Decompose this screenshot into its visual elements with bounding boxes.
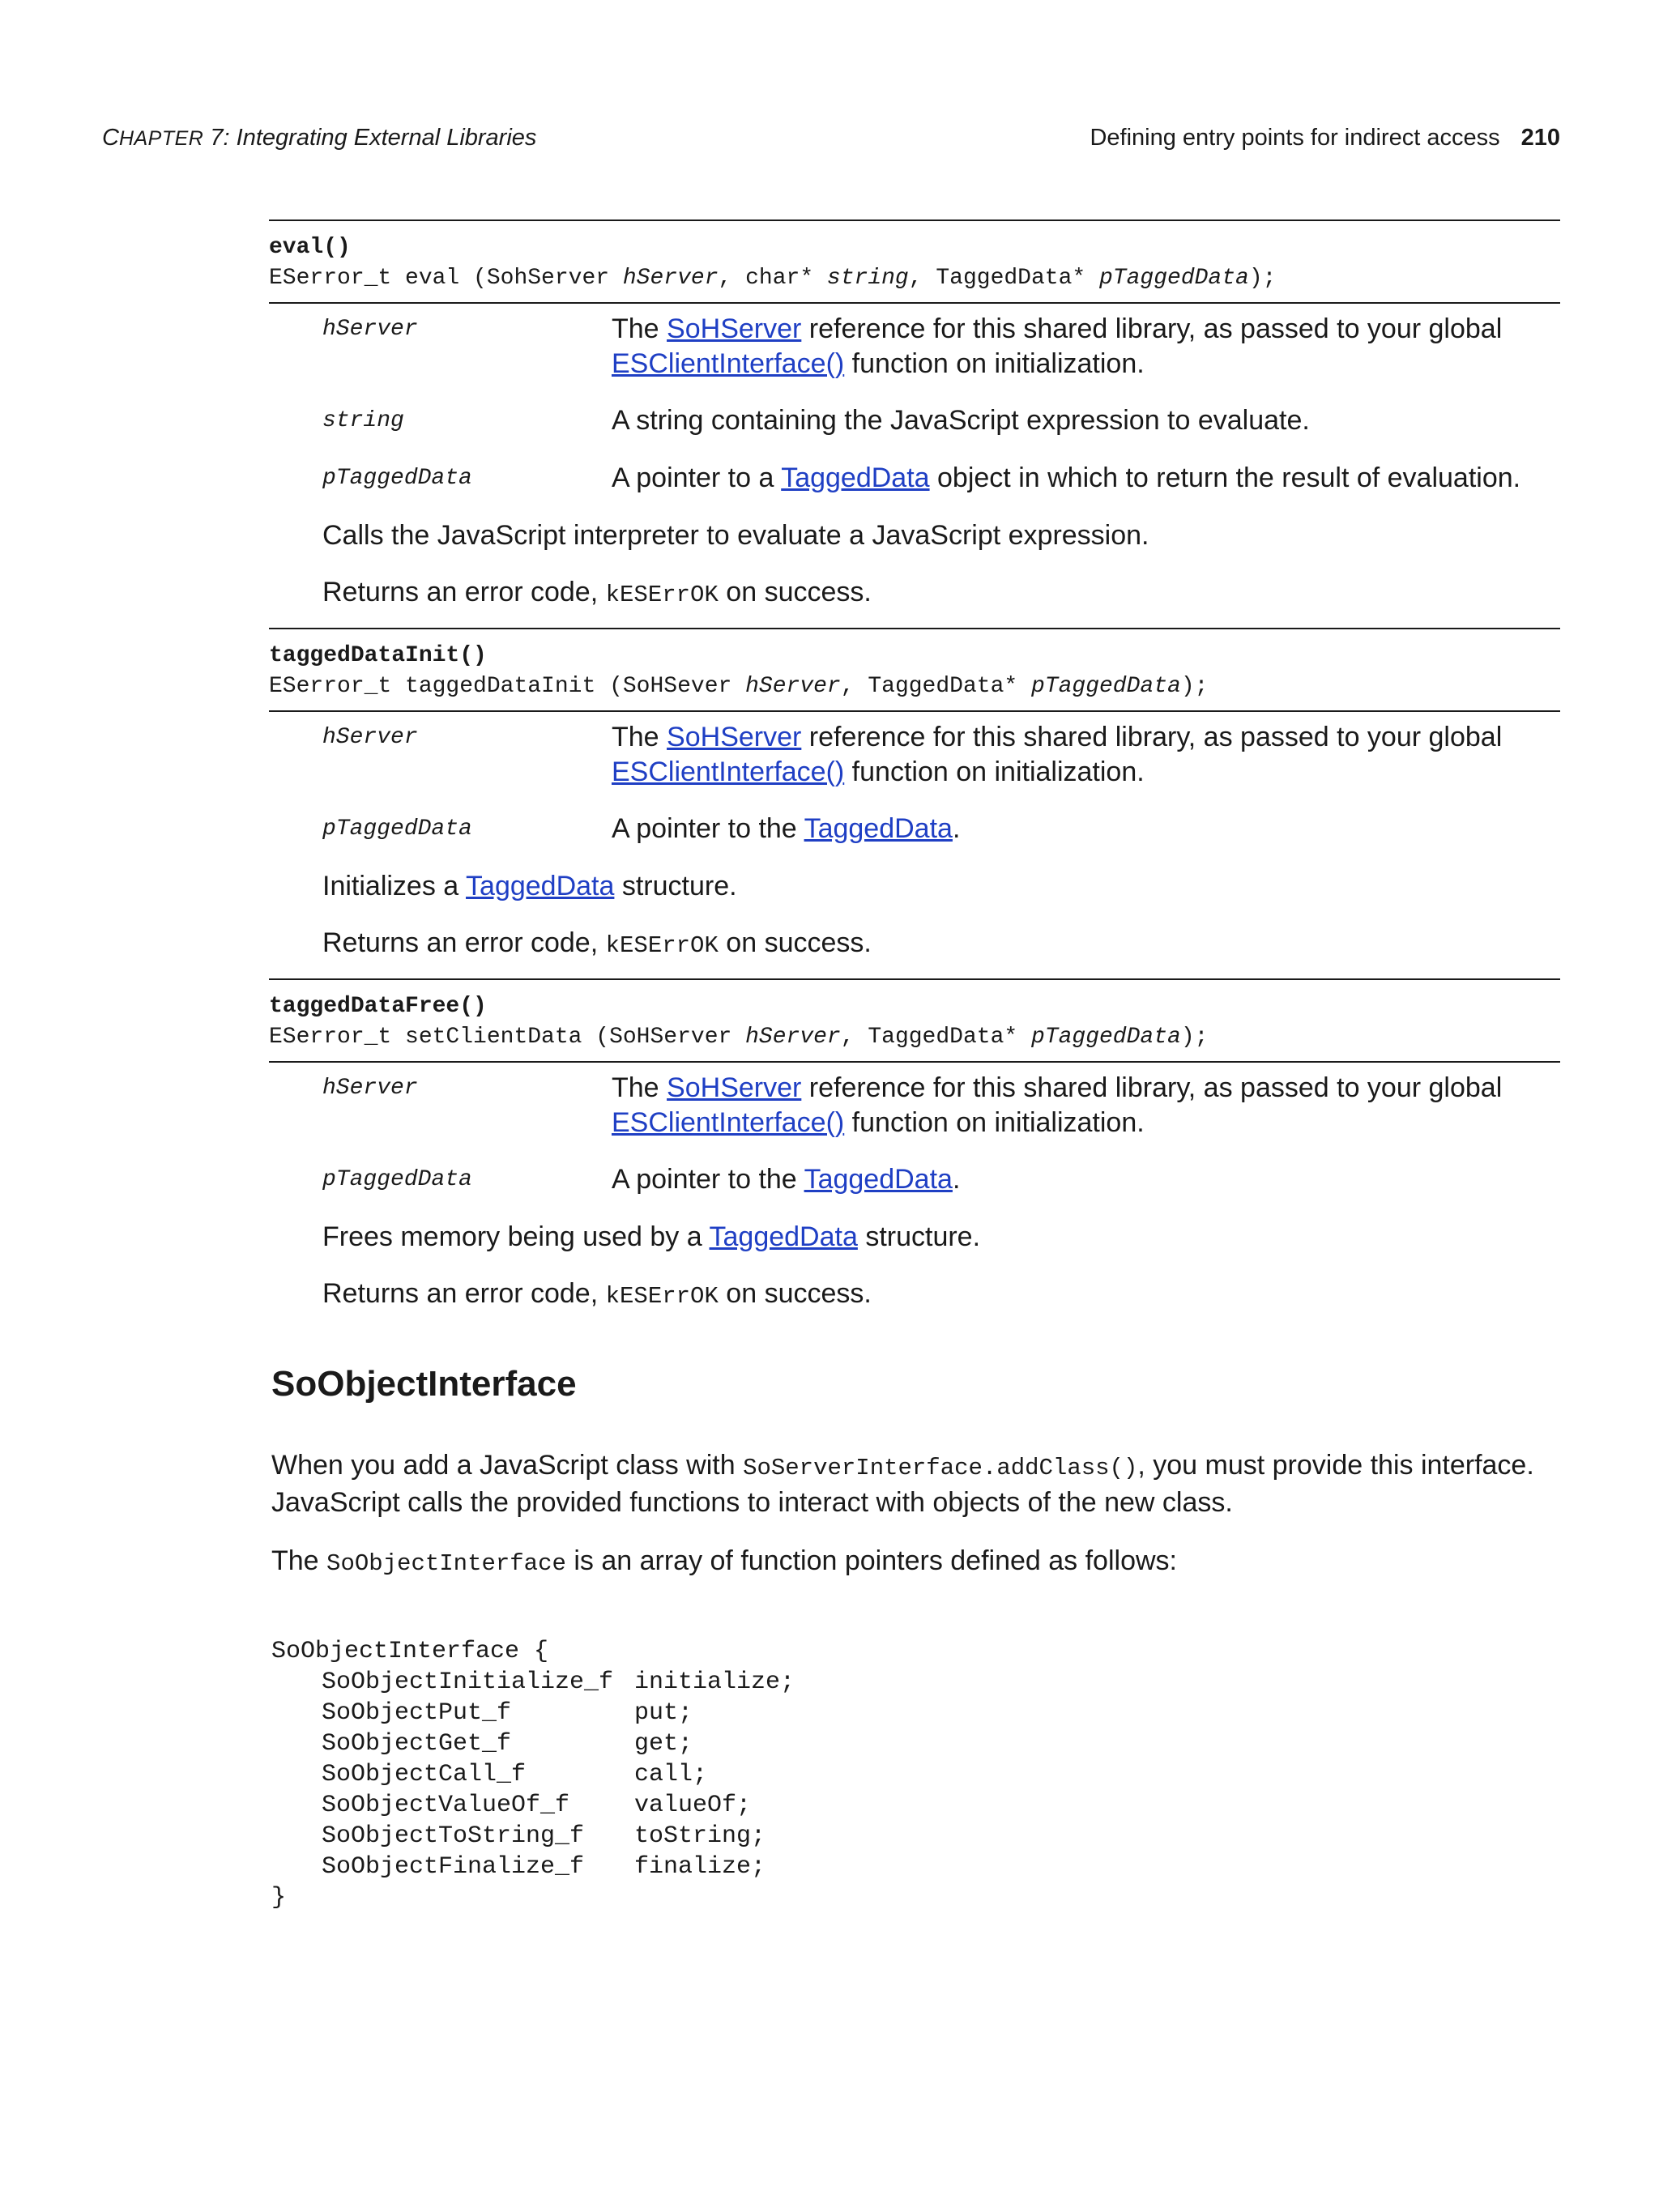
taggeddata-link[interactable]: TaggedData: [781, 462, 930, 493]
param-description: A pointer to the TaggedData.: [612, 813, 961, 844]
header-right: [1090, 125, 1560, 151]
taggeddata-link[interactable]: TaggedData: [466, 871, 615, 901]
param-name: pTaggedData: [322, 466, 472, 491]
taggeddata-link[interactable]: TaggedData: [804, 1164, 953, 1195]
param-row: [269, 461, 1560, 497]
sohserver-link[interactable]: SoHServer: [667, 722, 802, 752]
section-heading: SoObjectInterface: [271, 1364, 577, 1404]
param-name: string: [322, 408, 404, 433]
chapter-title: CHAPTER 7: Integrating External Libraries: [102, 125, 537, 151]
function-signature: taggedDataInit() ESerror_t taggedDataInit (SoHSever hServer, TaggedData* pTaggedData);: [269, 628, 1560, 712]
param-row: [269, 1071, 1560, 1140]
param-name: hServer: [322, 725, 418, 750]
param-name: hServer: [322, 1076, 418, 1101]
taggeddata-link[interactable]: TaggedData: [709, 1221, 858, 1252]
sohserver-link[interactable]: SoHServer: [667, 313, 802, 344]
function-description: Frees memory being used by a TaggedData structure.: [322, 1221, 981, 1252]
param-description: A pointer to a TaggedData object in which to return the result of evaluation.: [612, 462, 1521, 493]
section-paragraph-1: When you add a JavaScript class with SoServerInterface.addClass(), you must provide this interface. JavaScript calls the provided functions to interact with objects of the new class.: [271, 1450, 1534, 1518]
function-signature: taggedDataFree() ESerror_t setClientData (SoHServer hServer, TaggedData* pTaggedData);: [269, 978, 1560, 1063]
return-description: Returns an error code, kESErrOK on success.: [322, 927, 872, 959]
param-row: [269, 312, 1560, 381]
function-entry-eval: [269, 219, 1560, 634]
code-block: SoObjectInterface { SoObjectInitialize_f initialize; SoObjectPut_f put; SoObjectGet_f get; SoObjectCall_f call; SoObjectValueOf_f valueOf; SoObjectToString_f toString; SoObjectFinalize_f finalize; }: [271, 1638, 795, 1912]
function-signature: eval() ESerror_t eval (SohServer hServer, char* string, TaggedData* pTaggedData);: [269, 219, 1560, 304]
taggeddata-link[interactable]: TaggedData: [804, 813, 953, 844]
param-name: pTaggedData: [322, 1167, 472, 1192]
section-name: Defining entry points for indirect access: [1090, 125, 1500, 151]
sohserver-link[interactable]: SoHServer: [667, 1072, 802, 1103]
return-description: Returns an error code, kESErrOK on success.: [322, 1278, 872, 1310]
param-row: [269, 1162, 1560, 1198]
param-description: A string containing the JavaScript expression to evaluate.: [612, 405, 1310, 436]
function-name: taggedDataFree(): [269, 994, 487, 1019]
param-row: [269, 403, 1560, 439]
return-description: Returns an error code, kESErrOK on success.: [322, 577, 872, 608]
function-description: Initializes a TaggedData structure.: [322, 871, 737, 901]
function-name: taggedDataInit(): [269, 643, 487, 668]
param-description: The SoHServer reference for this shared library, as passed to your global ESClientInterface() function on initialization.: [612, 1072, 1503, 1138]
param-row: [269, 720, 1560, 790]
param-description: A pointer to the TaggedData.: [612, 1164, 961, 1195]
param-description: The SoHServer reference for this shared library, as passed to your global ESClientInterface() function on initialization.: [612, 722, 1503, 787]
function-entry-taggeddatainit: [269, 628, 1560, 985]
esclientinterface-link[interactable]: ESClientInterface(): [612, 757, 845, 787]
function-description: Calls the JavaScript interpreter to evaluate a JavaScript expression.: [322, 520, 1149, 551]
param-name: hServer: [322, 317, 418, 342]
function-entry-taggeddatafree: [269, 978, 1560, 1336]
param-row: [269, 812, 1560, 847]
esclientinterface-link[interactable]: ESClientInterface(): [612, 1107, 845, 1138]
param-description: The SoHServer reference for this shared library, as passed to your global ESClientInterface() function on initialization.: [612, 313, 1503, 379]
page-number: 210: [1520, 125, 1560, 151]
param-name: pTaggedData: [322, 816, 472, 842]
section-paragraph-2: The SoObjectInterface is an array of function pointers defined as follows:: [271, 1545, 1177, 1577]
running-header: [102, 125, 1560, 162]
esclientinterface-link[interactable]: ESClientInterface(): [612, 348, 845, 379]
function-name: eval(): [269, 235, 351, 260]
